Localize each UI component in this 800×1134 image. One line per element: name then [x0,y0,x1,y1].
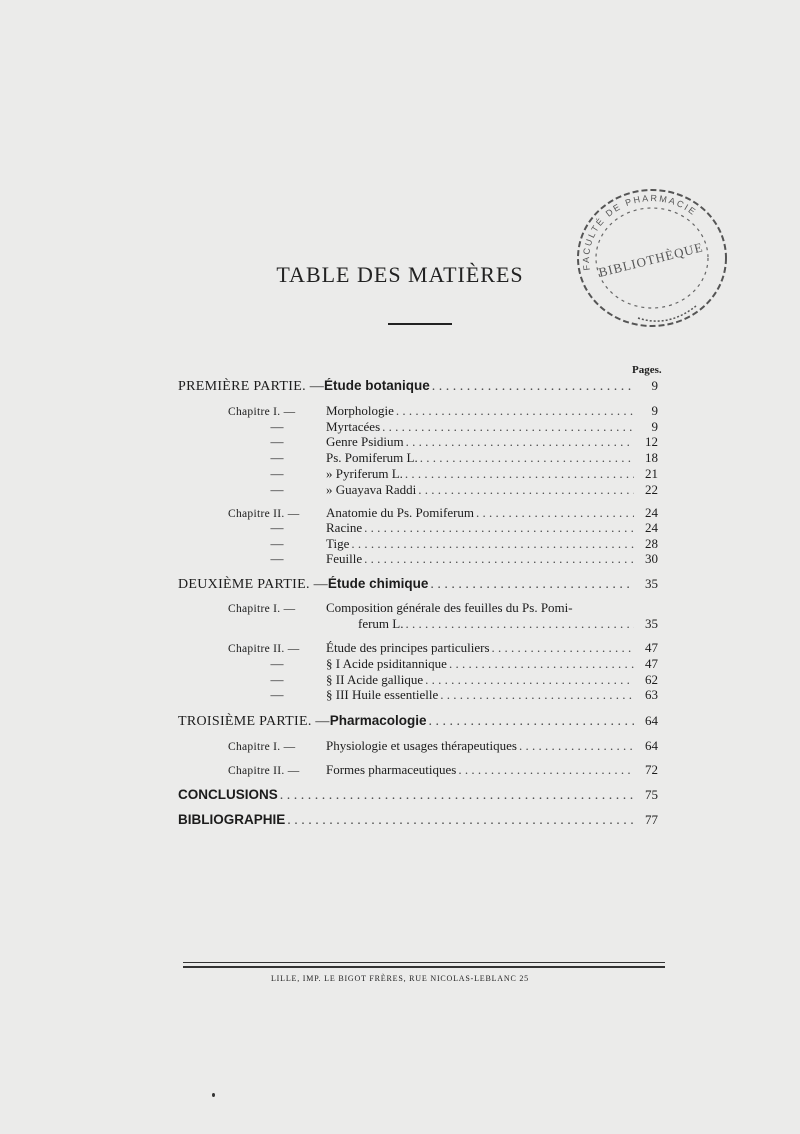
page-number: 77 [645,812,658,827]
toc-bibliographie[interactable] [178,812,658,830]
entry-label: Anatomie du Ps. Pomiferum [326,505,475,520]
toc-entry-multiline[interactable] [228,600,658,616]
page-number: 35 [645,616,658,631]
entry-label: Étude des principes particuliers [326,640,490,655]
dash: — [270,434,284,449]
leader-dots [432,379,634,395]
dash: — [270,419,284,434]
part-prefix: DEUXIÈME PARTIE. — [178,577,328,592]
page-number: 9 [651,403,658,418]
entry-label: § II Acide gallique [326,672,424,687]
entry-label: Tige [326,536,350,551]
toc-part-2[interactable] [178,576,658,594]
leader-dots [476,505,634,521]
chapter-label: Chapitre I. — [228,406,296,418]
entry-label: » Guayava Raddi [326,482,417,497]
entry-label-line2: ferum L. [358,616,404,631]
entry-label: Genre Psidium [326,434,404,449]
chapter-label: Chapitre II. — [228,508,300,520]
page-number: 18 [645,450,658,465]
pages-column-label: Pages. [632,364,662,376]
toc-entry[interactable] [228,482,658,500]
chapter-label: Chapitre II. — [228,765,300,777]
page-number: 47 [645,656,658,671]
leader-dots [364,551,634,567]
stamp-center-text: BIBLIOTHÈQUE [597,239,705,280]
toc-part-1[interactable] [178,378,658,396]
entry-label: Feuille [326,551,363,566]
part-prefix: PREMIÈRE PARTIE. — [178,379,325,394]
leader-dots [364,520,634,536]
part-label: Pharmacologie [329,713,427,728]
title-divider [388,323,452,325]
page-number: 47 [645,640,658,655]
entry-label: Morphologie [326,403,394,418]
entry-label: Myrtacées [326,419,381,434]
toc-part-3[interactable] [178,713,658,731]
ink-speck [212,1093,215,1097]
toc-entry[interactable] [228,738,658,756]
entry-label: Formes pharmaceutiques [326,762,457,777]
page-number: 30 [645,551,658,566]
chapter-label: Chapitre II. — [228,643,300,655]
leader-dots [405,466,634,482]
entry-label: Physiologie et usages thérapeutiques [326,738,517,753]
page-number: 9 [651,378,658,393]
section-label: BIBLIOGRAPHIE [178,812,286,827]
leader-dots [492,640,634,656]
footer-rule [183,962,665,963]
leader-dots [382,419,634,435]
chapter-label: Chapitre I. — [228,741,296,753]
page-number: 12 [645,434,658,449]
toc-entry[interactable] [228,551,658,569]
dash: — [270,536,284,551]
footer-rule [183,966,665,968]
toc-conclusions[interactable] [178,787,658,805]
leader-dots [449,656,634,672]
page-number: 72 [645,762,658,777]
leader-dots [406,434,634,450]
leader-dots [287,813,634,829]
leader-dots [458,762,634,778]
leader-dots [396,403,634,419]
leader-dots [420,450,634,466]
page-number: 24 [645,505,658,520]
page-number: 75 [645,787,658,802]
page-number: 28 [645,536,658,551]
page-number: 9 [651,419,658,434]
page-number: 62 [645,672,658,687]
dash: — [270,672,284,687]
toc-entry[interactable] [228,762,658,780]
leader-dots [429,714,634,730]
page-number: 35 [645,576,658,591]
leader-dots [351,536,634,552]
page-number: 22 [645,482,658,497]
toc-entry[interactable] [228,687,658,705]
page-title: TABLE DES MATIÈRES [276,262,524,287]
entry-label: » Pyriferum L. [326,466,403,481]
dash: — [270,450,284,465]
dash: — [270,656,284,671]
part-label: Étude chimique [327,576,429,591]
leader-dots [280,788,634,804]
leader-dots [430,577,634,593]
part-label: Étude botanique [324,378,430,393]
entry-label: Racine [326,520,363,535]
chapter-label: Chapitre I. — [228,603,296,615]
dash: — [270,687,284,702]
page-number: 21 [645,466,658,481]
toc-entry[interactable] [228,616,658,634]
entry-label: § III Huile essentielle [326,687,439,702]
dash: — [270,482,284,497]
page-number: 24 [645,520,658,535]
entry-label: Ps. Pomiferum L. [326,450,418,465]
stamp-top-text: FACULTÉ DE PHARMACIE [581,193,699,272]
page-number: 63 [645,687,658,702]
dash: — [270,520,284,535]
entry-label: § I Acide psiditannique [326,656,447,671]
dash: — [270,466,284,481]
leader-dots [440,687,634,703]
library-stamp [568,178,733,333]
section-label: CONCLUSIONS [178,787,278,802]
page-number: 64 [645,738,658,753]
leader-dots [425,672,634,688]
leader-dots [405,616,634,632]
leader-dots [418,482,634,498]
part-prefix: TROISIÈME PARTIE. — [178,714,330,729]
dash: — [270,551,284,566]
entry-label-line1: Composition générale des feuilles du Ps. Pomi- [326,600,573,615]
leader-dots [519,738,634,754]
page-number: 64 [645,713,658,728]
printer-imprint: LILLE, IMP. LE BIGOT FRÈRES, RUE NICOLAS-LEBLANC 25 [271,974,529,983]
